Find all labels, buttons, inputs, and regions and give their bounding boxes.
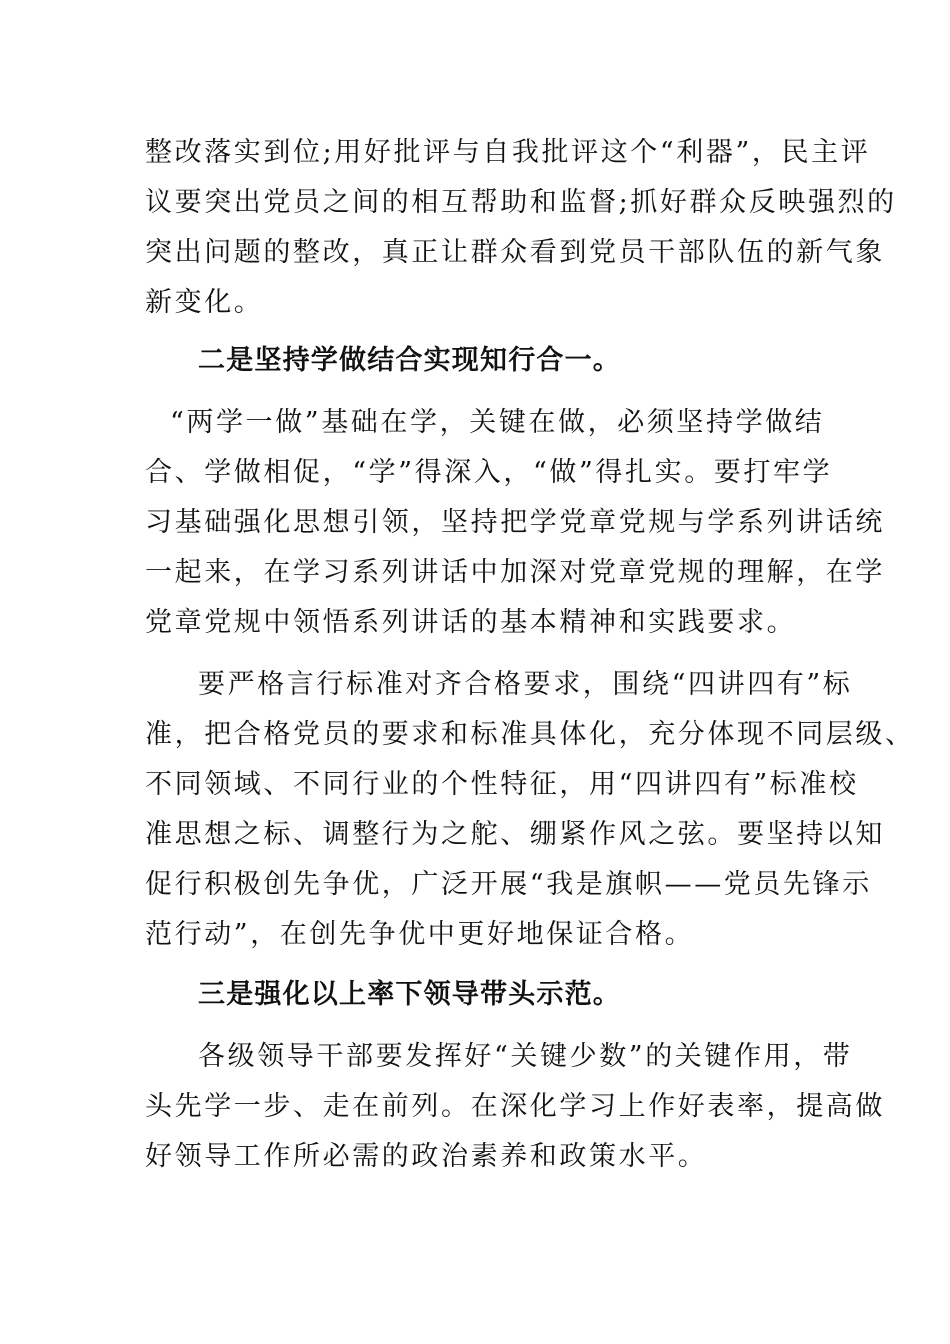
- paragraph-line: 合、学做相促，“学”得深入，“做”得扎实。要打牢学: [145, 457, 833, 488]
- paragraph-line: 习基础强化思想引领，坚持把学党章党规与学系列讲话统: [145, 507, 885, 538]
- section-heading: 二是坚持学做结合实现知行合一。: [198, 345, 621, 376]
- paragraph-line: 头先学一步、走在前列。在深化学习上作好表率，提高做: [145, 1091, 885, 1122]
- paragraph-line: “两学一做”基础在学，关键在做，必须坚持学做结: [170, 407, 825, 438]
- paragraph-line: 不同领域、不同行业的个性特征，用“四讲四有”标准校: [145, 769, 859, 800]
- paragraph-line: 一起来，在学习系列讲话中加深对党章党规的理解，在学: [145, 557, 885, 588]
- paragraph-line: 好领导工作所必需的政治素养和政策水平。: [145, 1141, 708, 1172]
- paragraph-line: 议要突出党员之间的相互帮助和监督;抓好群众反映强烈的: [145, 187, 897, 218]
- paragraph-line: 整改落实到位;用好批评与自我批评这个“利器”，民主评: [145, 137, 871, 168]
- paragraph-line: 范行动”，在创先争优中更好地保证合格。: [145, 919, 695, 950]
- section-heading: 三是强化以上率下领导带头示范。: [198, 979, 621, 1010]
- paragraph-line: 准思想之标、调整行为之舵、绷紧作风之弦。要坚持以知: [145, 819, 885, 850]
- paragraph-line: 促行积极创先争优，广泛开展“我是旗帜——党员先锋示: [145, 869, 872, 900]
- paragraph-line: 党章党规中领悟系列讲话的基本精神和实践要求。: [145, 607, 797, 638]
- paragraph-line: 新变化。: [145, 287, 264, 318]
- paragraph-line: 准，把合格党员的要求和标准具体化，充分体现不同层级、: [145, 719, 915, 750]
- paragraph-line: 突出问题的整改，真正让群众看到党员干部队伍的新气象: [145, 237, 885, 268]
- paragraph-line: 要严格言行标准对齐合格要求，围绕“四讲四有”标: [198, 669, 853, 700]
- paragraph-line: 各级领导干部要发挥好“关键少数”的关键作用，带: [198, 1041, 853, 1072]
